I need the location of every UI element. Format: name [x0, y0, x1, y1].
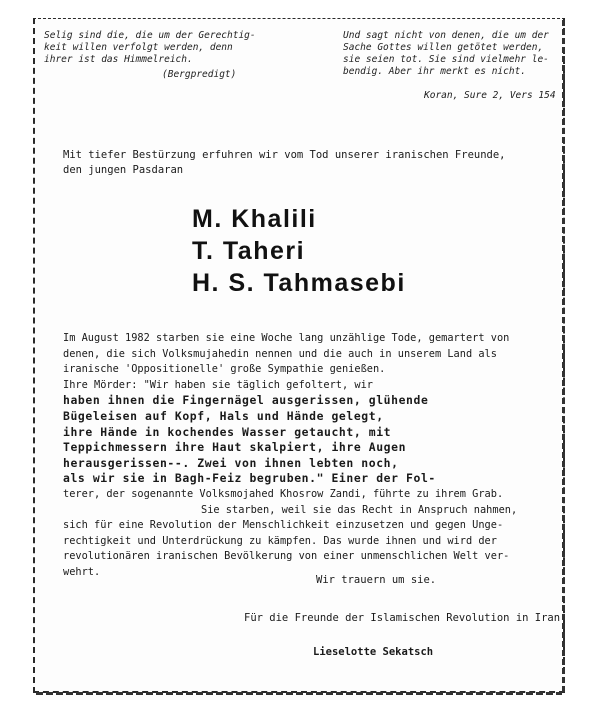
body-paragraph — [63, 331, 538, 581]
quote-line: sie seien tot. Sie sind vielmehr le- — [343, 54, 549, 65]
quote-source: Koran, Sure 2, Vers 154 — [424, 90, 556, 101]
body-line: revolutionären iranischen Bevölkerung von einer unmenschlichen Welt ver- — [63, 550, 510, 563]
quote-source: (Bergpredigt) — [162, 69, 237, 80]
signature-name: Lieselotte Sekatsch — [313, 646, 434, 658]
body-line: herausgerissen--. Zwei von ihnen lebten noch, — [63, 455, 399, 470]
body-line: Im August 1982 starben sie eine Woche lang unzählige Tode, gemartert von — [63, 332, 510, 344]
body-line: wehrt. — [63, 565, 101, 578]
body-line: Teppichmessern ihre Haut skalpiert, ihre Augen — [63, 440, 407, 455]
body-line: iranische 'Oppositionelle' große Sympathie genießen. — [63, 363, 386, 376]
body-line: Bügeleisen auf Kopf, Hals und Hände gelegt, — [63, 408, 384, 423]
page-edge-right — [562, 20, 565, 692]
names-list — [192, 203, 492, 299]
quote-line: Selig sind die, die um der Gerechtig- — [44, 30, 256, 41]
name-heading: T. Taheri — [192, 237, 306, 265]
quote-line: Sache Gottes willen getötet werden, — [343, 42, 544, 53]
quote-line: bendig. Aber ihr merkt es nicht. — [343, 66, 527, 77]
body-line: denen, die sich Volksmujahedin nennen und die auch in unserem Land als — [63, 347, 497, 360]
page-edge-bottom — [36, 692, 562, 695]
bible-quote — [44, 30, 274, 81]
closing-line: Wir trauern um sie. — [316, 574, 437, 586]
quote-line: ihrer ist das Himmelreich. — [44, 54, 193, 65]
body-line: ihre Hände in kochendes Wasser getaucht, mit — [63, 424, 392, 439]
sender-line: Für die Freunde der Islamischen Revolution in Iran — [244, 612, 561, 624]
intro-line: den jungen Pasdaran — [63, 164, 184, 176]
koran-quote — [343, 30, 558, 78]
quote-line: keit willen verfolgt werden, denn — [44, 42, 233, 53]
name-heading: H. S. Tahmasebi — [192, 269, 406, 297]
body-line: rechtigkeit und Unterdrückung zu kämpfen. Das wurde ihnen und wird der — [63, 534, 497, 547]
intro-paragraph — [63, 148, 533, 178]
quote-line: Und sagt nicht von denen, die um der — [343, 30, 549, 41]
name-heading: M. Khalili — [192, 205, 317, 233]
intro-line: Mit tiefer Bestürzung erfuhren wir vom Tod unserer iranischen Freunde, — [63, 149, 506, 161]
body-line: Ihre Mörder: "Wir haben sie täglich gefoltert, wir — [63, 378, 373, 391]
body-line: als wir sie in Bagh-Feiz begruben." Einer der Fol- — [63, 471, 436, 486]
body-line: Sie starben, weil sie das Recht in Anspruch nahmen, — [201, 503, 518, 516]
body-line: terer, der sogenannte Volksmojahed Khosrow Zandi, führte zu ihrem Grab. — [63, 487, 504, 500]
body-line: haben ihnen die Fingernägel ausgerissen, glühende — [63, 393, 429, 408]
body-line: sich für eine Revolution der Menschlichkeit einzusetzen und gegen Unge- — [63, 519, 504, 532]
